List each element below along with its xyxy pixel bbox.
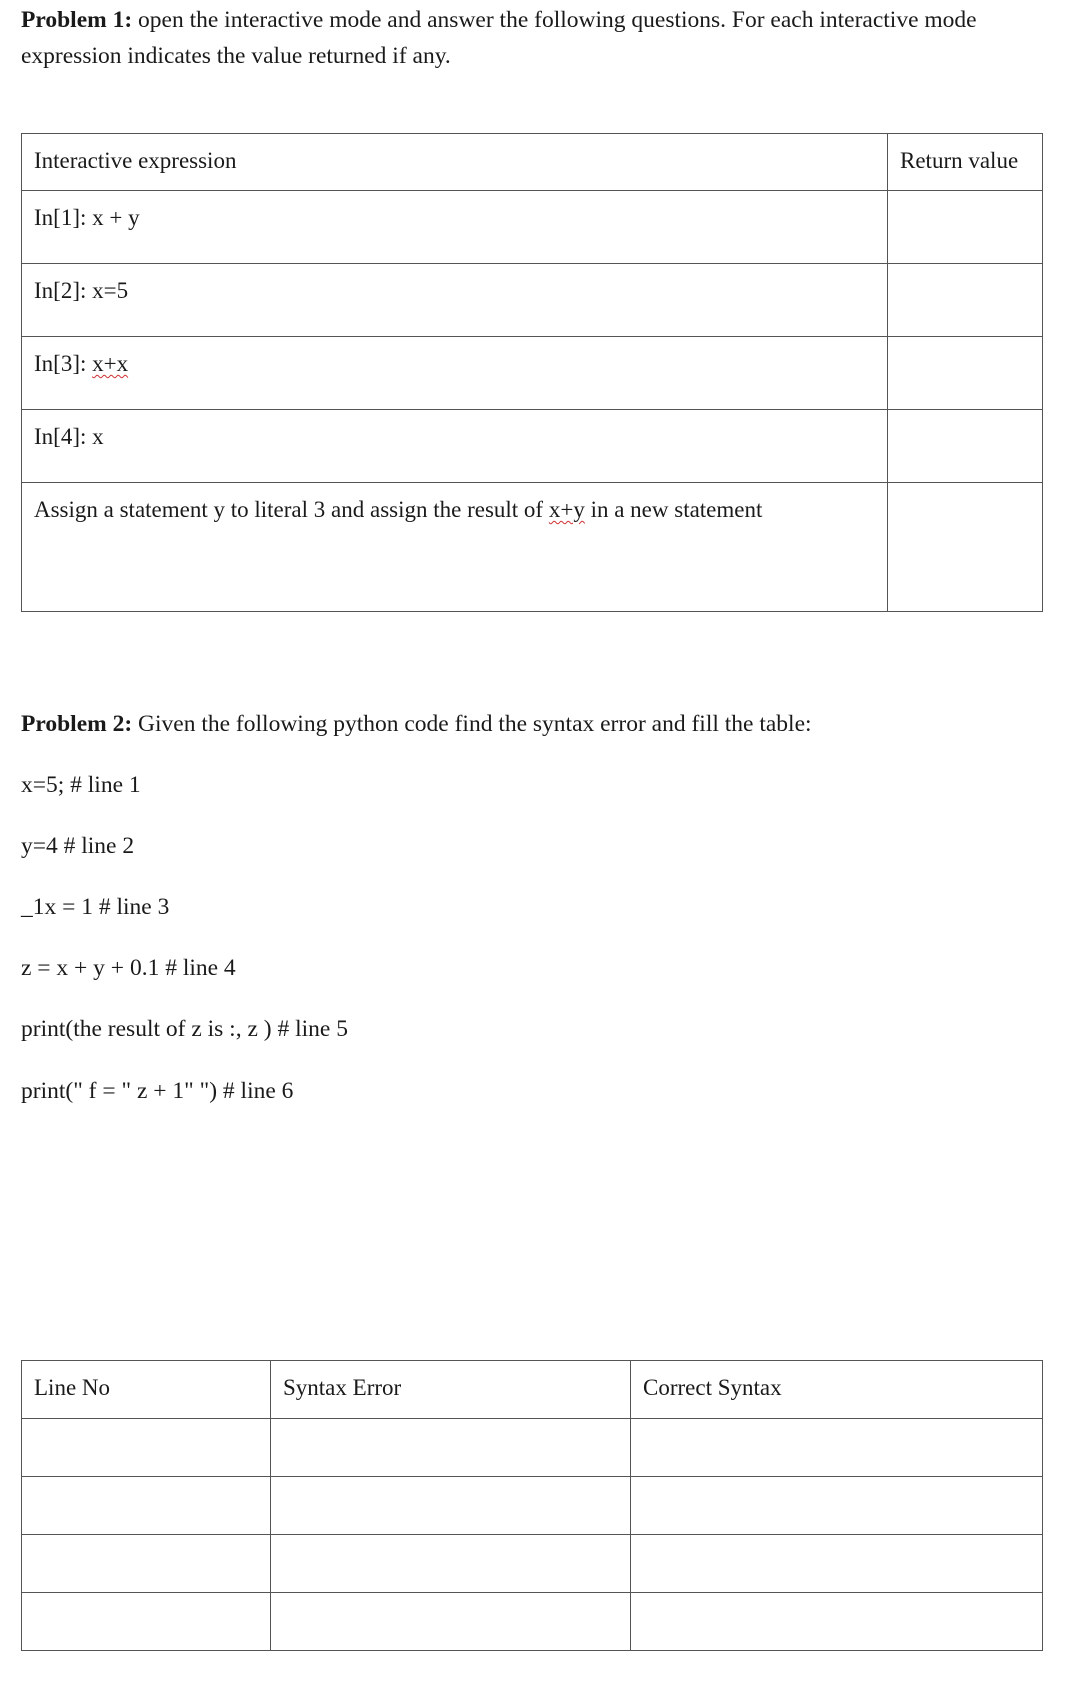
table-row	[22, 483, 1043, 612]
expression-text: In[1]: x + y	[34, 205, 140, 230]
expression-prefix: In[3]:	[34, 351, 93, 376]
expression-before: Assign a statement y to literal 3 and assign the result of	[34, 497, 549, 522]
correct-syntax-cell[interactable]	[631, 1419, 1043, 1477]
syntax-error-cell[interactable]	[271, 1419, 631, 1477]
return-value-cell[interactable]	[888, 337, 1043, 410]
expression-cell	[22, 337, 888, 410]
cell-text	[631, 1535, 1042, 1549]
header-correct-syntax: Correct Syntax	[643, 1375, 782, 1400]
cell-text	[22, 1535, 270, 1549]
line-no-cell[interactable]	[22, 1535, 271, 1593]
code-line: x=5; # line 1	[21, 772, 141, 798]
table-row	[22, 337, 1043, 410]
cell-text	[271, 1477, 630, 1491]
return-value-text	[888, 264, 1042, 278]
expression-text	[22, 483, 887, 523]
return-value-text	[888, 191, 1042, 205]
correct-syntax-cell[interactable]	[631, 1593, 1043, 1651]
expression-code: x=5	[92, 278, 129, 303]
expression-cell	[22, 191, 888, 264]
header-cell	[888, 134, 1043, 191]
table-row	[22, 410, 1043, 483]
spellcheck-underlined-code: x+x	[92, 351, 129, 376]
correct-syntax-cell[interactable]	[631, 1535, 1043, 1593]
syntax-error-table	[21, 1360, 1043, 1651]
cell-text	[22, 1419, 270, 1433]
table-header-row	[22, 134, 1043, 191]
header-return-value: Return value	[900, 148, 1019, 173]
cell-text	[22, 1593, 270, 1607]
cell-text	[271, 1593, 630, 1607]
problem-1-text: open the interactive mode and answer the following questions. For each interactive mode expression indicates the value returned if any.	[21, 7, 977, 69]
line-no-cell[interactable]	[22, 1593, 271, 1651]
expression-text: In[4]: x	[34, 424, 104, 449]
table-row	[22, 1419, 1043, 1477]
syntax-error-cell[interactable]	[271, 1593, 631, 1651]
cell-text	[631, 1419, 1042, 1433]
return-value-text	[888, 410, 1042, 424]
line-no-cell[interactable]	[22, 1477, 271, 1535]
header-line-no: Line No	[34, 1375, 111, 1400]
header-cell	[271, 1361, 631, 1419]
return-value-cell[interactable]	[888, 483, 1043, 612]
header-syntax-error: Syntax Error	[283, 1375, 402, 1400]
return-value-cell[interactable]	[888, 191, 1043, 264]
cell-text	[271, 1535, 630, 1549]
cell-text	[271, 1419, 630, 1433]
code-line: z = x + y + 0.1 # line 4	[21, 955, 236, 981]
code-line: print(the result of z is :, z ) # line 5	[21, 1016, 348, 1042]
cell-text	[631, 1593, 1042, 1607]
problem-2-heading	[21, 706, 812, 742]
table-header-row	[22, 1361, 1043, 1419]
correct-syntax-cell[interactable]	[631, 1477, 1043, 1535]
header-interactive-expression: Interactive expression	[34, 148, 237, 173]
problem-1-label: Problem 1:	[21, 7, 133, 33]
expression-text	[22, 337, 887, 377]
table-row	[22, 264, 1043, 337]
return-value-text	[888, 483, 1042, 497]
expression-prefix: In[2]:	[34, 278, 93, 303]
syntax-error-cell[interactable]	[271, 1477, 631, 1535]
table-row	[22, 191, 1043, 264]
return-value-cell[interactable]	[888, 264, 1043, 337]
syntax-error-cell[interactable]	[271, 1535, 631, 1593]
header-cell	[22, 134, 888, 191]
code-line: _1x = 1 # line 3	[21, 894, 170, 920]
line-no-cell[interactable]	[22, 1419, 271, 1477]
expression-cell	[22, 483, 888, 612]
interactive-expression-table	[21, 133, 1043, 612]
expression-cell	[22, 264, 888, 337]
expression-after: in a new statement	[584, 497, 763, 522]
header-cell	[22, 1361, 271, 1419]
spellcheck-underlined-code: x+y	[548, 497, 585, 522]
table-row	[22, 1593, 1043, 1651]
expression-text	[22, 264, 887, 304]
cell-text	[631, 1477, 1042, 1491]
problem-2-text: Given the following python code find the syntax error and fill the table:	[132, 711, 812, 737]
problem-1-heading	[21, 2, 1061, 74]
return-value-text	[888, 337, 1042, 351]
table-row	[22, 1535, 1043, 1593]
table-row	[22, 1477, 1043, 1535]
cell-text	[22, 1477, 270, 1491]
return-value-cell[interactable]	[888, 410, 1043, 483]
code-line: print(" f = " z + 1" ") # line 6	[21, 1078, 294, 1104]
header-cell	[631, 1361, 1043, 1419]
problem-2-label: Problem 2:	[21, 711, 133, 737]
code-line: y=4 # line 2	[21, 833, 135, 859]
expression-cell	[22, 410, 888, 483]
